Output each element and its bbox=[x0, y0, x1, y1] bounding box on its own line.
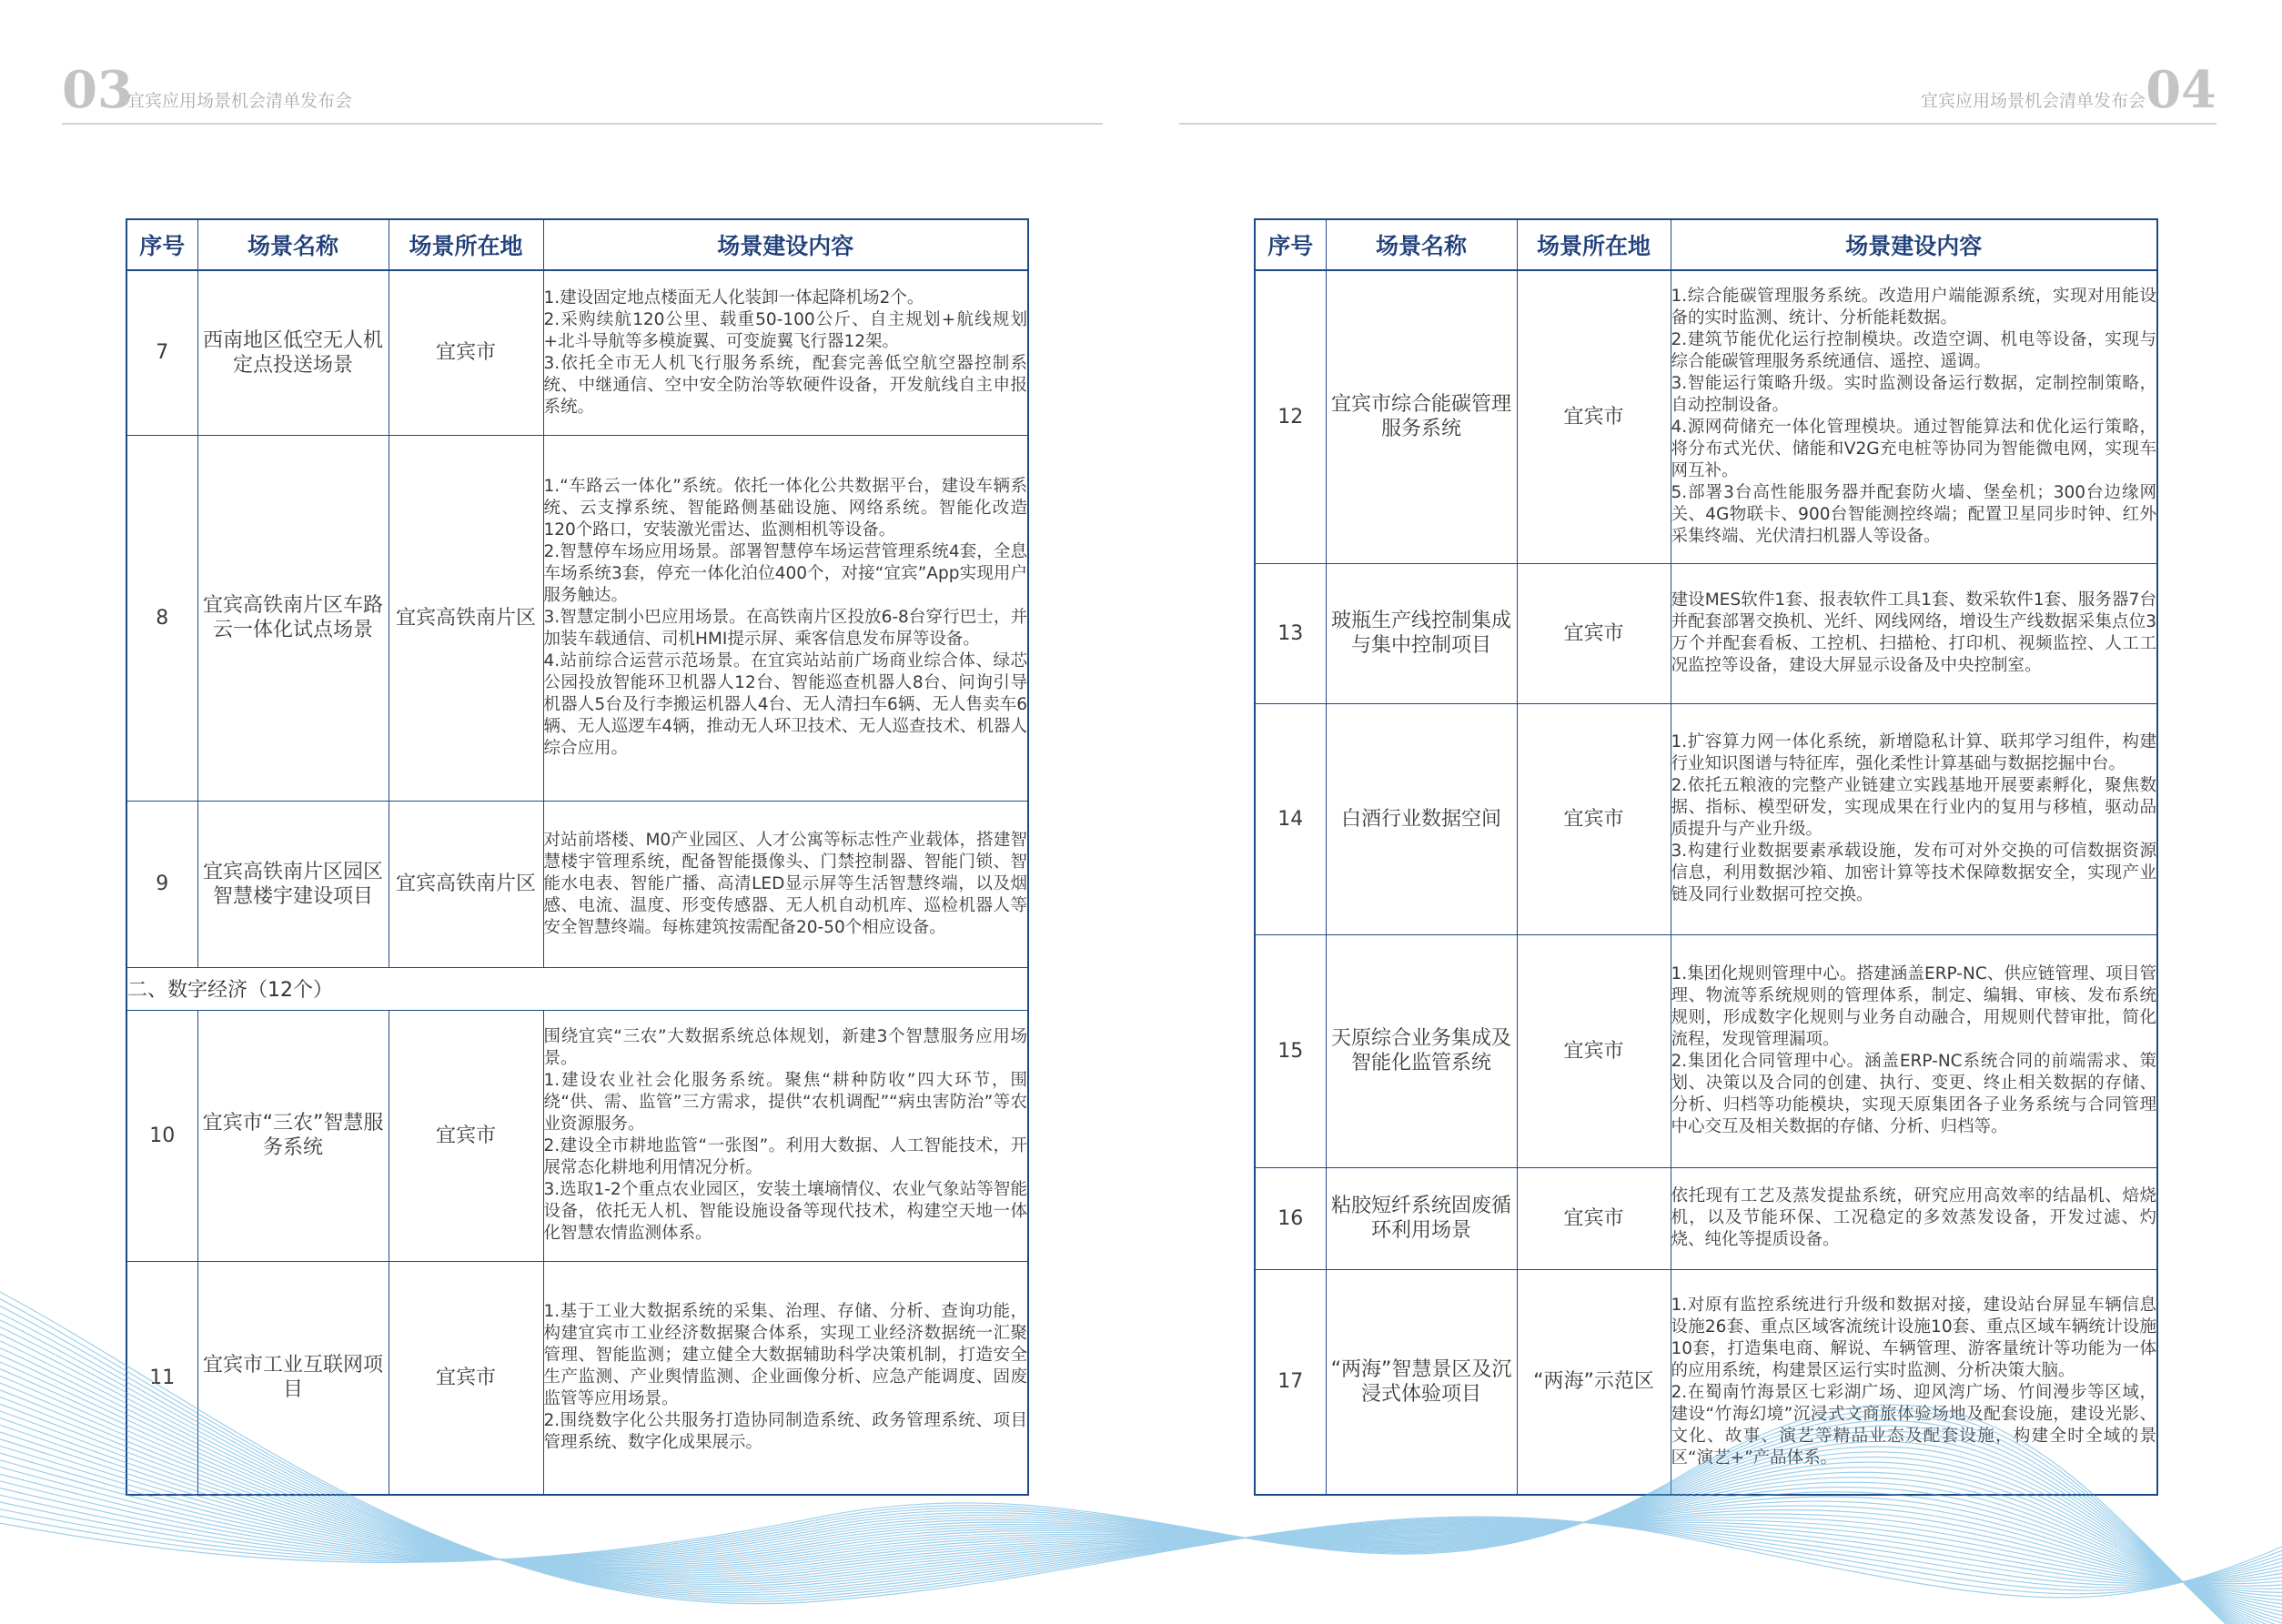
content-line: 建设MES软件1套、报表软件工具1套、数采软件1套、服务器7台并配套部署交换机、光纤、网线网络，增设生产线数据采集点位3万个并配套看板、工控机、扫描枪、打印机、视频监控、人工工况监控等设备，建设大屏显示设备及中央控制室。 bbox=[1671, 590, 2156, 675]
row-number: 14 bbox=[1255, 703, 1326, 934]
page-number: 04 bbox=[2146, 60, 2216, 120]
scenario-name: 粘胶短纤系统固废循环利用场景 bbox=[1326, 1167, 1517, 1269]
page-header-title: 宜宾应用场景机会清单发布会 bbox=[1920, 91, 2146, 111]
scenario-location: 宜宾高铁南片区 bbox=[389, 435, 543, 801]
content-line: 1.扩容算力网一体化系统，新增隐私计算、联邦学习组件，构建行业知识图谱与特征库，强化柔性计算基础与数据挖掘中台。 bbox=[1671, 732, 2156, 773]
table-header-row bbox=[1255, 219, 2157, 270]
table-row bbox=[1255, 703, 2157, 934]
scenario-location: 宜宾市 bbox=[389, 270, 543, 435]
content-line: 2.建筑节能优化运行控制模块。改造空调、机电等设备，实现与综合能碳管理服务系统通信、遥控、遥调。 bbox=[1671, 330, 2156, 372]
row-number: 10 bbox=[126, 1010, 197, 1261]
table-row bbox=[126, 435, 1028, 801]
scenario-location: 宜宾市 bbox=[1517, 1167, 1671, 1269]
content-line: 4.站前综合运营示范场景。在宜宾站站前广场商业综合体、绿芯公园投放智能环卫机器人12台、智能巡查机器人8台、问询引导机器人5台及行李搬运机器人4台、无人清扫车6辆、无人售卖车6辆、无人巡逻车4辆，推动无人环卫技术、无人巡查技术、机器人综合应用。 bbox=[543, 651, 1027, 758]
scenario-location: 宜宾市 bbox=[1517, 934, 1671, 1167]
row-number: 16 bbox=[1255, 1167, 1326, 1269]
content-line: 2.在蜀南竹海景区七彩湖广场、迎风湾广场、竹间漫步等区域，建设“竹海幻境”沉浸式文商旅体验场地及配套设施，建设光影、文化、故事、演艺等精品业态及配套设施，构建全时全域的景区“演艺+”产品体系。 bbox=[1671, 1382, 2156, 1468]
content-line: 2.集团化合同管理中心。涵盖ERP-NC系统合同的前端需求、策划、决策以及合同的创建、执行、变更、终止相关数据的存储、分析、归档等功能模块，实现天原集团各子业务系统与合同管理中心交互及相关数据的存储、分析、归档等。 bbox=[1671, 1052, 2156, 1136]
table-row bbox=[126, 801, 1028, 967]
scenario-location: “两海”示范区 bbox=[1517, 1269, 1671, 1495]
scenario-content bbox=[1671, 703, 2157, 934]
page-header-title: 宜宾应用场景机会清单发布会 bbox=[127, 91, 353, 111]
scenario-content bbox=[1671, 934, 2157, 1167]
page-header-right bbox=[1179, 60, 2216, 124]
content-line: 1.“车路云一体化”系统。依托一体化公共数据平台，建设车辆系统、云支撑系统、智能路侧基础设施、网络系统。智能化改造120个路口，安装激光雷达、监测相机等设备。 bbox=[543, 477, 1027, 540]
right-page bbox=[1141, 0, 2282, 1624]
column-header-name: 场景名称 bbox=[1326, 219, 1517, 270]
section-row bbox=[126, 967, 1028, 1010]
content-line: 2.依托五粮液的完整产业链建立实践基地开展要素孵化，聚焦数据、指标、模型研发，实现成果在行业内的复用与移植，驱动品质提升与产业升级。 bbox=[1671, 776, 2156, 839]
table-row bbox=[1255, 1167, 2157, 1269]
content-line: 2.采购续航120公里、载重50-100公斤、自主规划+航线规划+北斗导航等多模旋翼、可变旋翼飞行器12架。 bbox=[543, 309, 1027, 351]
table-row bbox=[1255, 563, 2157, 703]
scenario-location: 宜宾市 bbox=[1517, 703, 1671, 934]
scenario-content bbox=[1671, 270, 2157, 563]
scenario-content bbox=[1671, 563, 2157, 703]
table-header-row bbox=[126, 219, 1028, 270]
column-header-location: 场景所在地 bbox=[389, 219, 543, 270]
row-number: 9 bbox=[126, 801, 197, 967]
column-header-location: 场景所在地 bbox=[1517, 219, 1671, 270]
scenario-name: “两海”智慧景区及沉浸式体验项目 bbox=[1326, 1269, 1517, 1495]
scenario-name: 宜宾高铁南片区园区智慧楼宇建设项目 bbox=[197, 801, 389, 967]
column-header-content: 场景建设内容 bbox=[1671, 219, 2157, 270]
content-line: 依托现有工艺及蒸发提盐系统，研究应用高效率的结晶机、焙烧机，以及节能环保、工况稳定的多效蒸发设备，开发过滤、灼烧、纯化等提质设备。 bbox=[1671, 1186, 2156, 1249]
header-divider bbox=[62, 123, 1103, 125]
scenario-content bbox=[543, 1261, 1028, 1495]
row-number: 8 bbox=[126, 435, 197, 801]
content-line: 3.智能运行策略升级。实时监测设备运行数据，定制控制策略，自动控制设备。 bbox=[1671, 374, 2156, 416]
scenario-name: 西南地区低空无人机定点投送场景 bbox=[197, 270, 389, 435]
content-line: 3.依托全市无人机飞行服务系统，配套完善低空航空器控制系统、中继通信、空中安全防治等软硬件设备，开发航线自主申报系统。 bbox=[543, 353, 1027, 417]
scenario-location: 宜宾市 bbox=[389, 1261, 543, 1495]
column-header-no: 序号 bbox=[1255, 219, 1326, 270]
content-line: 3.智慧定制小巴应用场景。在高铁南片区投放6-8台穿行巴士，并加装车载通信、司机HMI提示屏、乘客信息发布屏等设备。 bbox=[543, 608, 1027, 649]
content-line: 对站前塔楼、M0产业园区、人才公寓等标志性产业载体，搭建智慧楼宇管理系统，配备智能摄像头、门禁控制器、智能门锁、智能水电表、智能广播、高清LED显示屏等生活智慧终端，以及烟感、电流、温度、形变传感器、无人机自动机库、巡检机器人等安全智慧终端。每栋建筑按需配备20-50个相应设备。 bbox=[543, 830, 1027, 937]
scenario-name: 天原综合业务集成及智能化监管系统 bbox=[1326, 934, 1517, 1167]
content-line: 5.部署3台高性能服务器并配套防火墙、堡垒机；300台边缘网关、4G物联卡、900台智能测控终端；配置卫星同步时钟、红外采集终端、光伏清扫机器人等设备。 bbox=[1671, 483, 2156, 547]
column-header-content: 场景建设内容 bbox=[543, 219, 1028, 270]
scenario-location: 宜宾高铁南片区 bbox=[389, 801, 543, 967]
scenario-name: 白酒行业数据空间 bbox=[1326, 703, 1517, 934]
row-number: 7 bbox=[126, 270, 197, 435]
scenario-location: 宜宾市 bbox=[389, 1010, 543, 1261]
content-line: 1.建设农业社会化服务系统。聚焦“耕种防收”四大环节，围绕“供、需、监管”三方需求，提供“农机调配”“病虫害防治”等农业资源服务。 bbox=[543, 1071, 1027, 1134]
row-number: 11 bbox=[126, 1261, 197, 1495]
row-number: 12 bbox=[1255, 270, 1326, 563]
scenario-name: 宜宾高铁南片区车路云一体化试点场景 bbox=[197, 435, 389, 801]
table-row bbox=[1255, 1269, 2157, 1495]
content-line: 2.围绕数字化公共服务打造协同制造系统、政务管理系统、项目管理系统、数字化成果展示。 bbox=[543, 1411, 1027, 1453]
scenario-content bbox=[543, 270, 1028, 435]
header-divider bbox=[1179, 123, 2216, 125]
content-line: 3.选取1-2个重点农业园区，安装土壤墒情仪、农业气象站等智能设备，依托无人机、智能设施设备等现代技术，构建空天地一体化智慧农情监测体系。 bbox=[543, 1180, 1027, 1243]
page-number: 03 bbox=[62, 60, 133, 120]
scenario-location: 宜宾市 bbox=[1517, 270, 1671, 563]
content-line: 围绕宜宾“三农”大数据系统总体规划，新建3个智慧服务应用场景。 bbox=[543, 1027, 1027, 1068]
section-title: 二、数字经济（12个） bbox=[126, 967, 1028, 1010]
row-number: 17 bbox=[1255, 1269, 1326, 1495]
row-number: 15 bbox=[1255, 934, 1326, 1167]
table-row bbox=[126, 1010, 1028, 1261]
content-line: 3.构建行业数据要素承载设施，发布可对外交换的可信数据资源信息，利用数据沙箱、加密计算等技术保障数据安全，实现产业链及同行业数据可控交换。 bbox=[1671, 842, 2156, 904]
scenario-location: 宜宾市 bbox=[1517, 563, 1671, 703]
scenario-name: 宜宾市综合能碳管理服务系统 bbox=[1326, 270, 1517, 563]
content-line: 1.综合能碳管理服务系统。改造用户端能源系统，实现对用能设备的实时监测、统计、分析能耗数据。 bbox=[1671, 287, 2156, 328]
page-header-left bbox=[62, 60, 1103, 124]
content-line: 1.基于工业大数据系统的采集、治理、存储、分析、查询功能，构建宜宾市工业经济数据聚合体系，实现工业经济数据统一汇聚管理、智能监测；建立健全大数据辅助科学决策机制，打造安全生产监测、产业舆情监测、企业画像分析、应急产能调度、固废监管等应用场景。 bbox=[543, 1302, 1027, 1409]
column-header-no: 序号 bbox=[126, 219, 197, 270]
row-number: 13 bbox=[1255, 563, 1326, 703]
column-header-name: 场景名称 bbox=[197, 219, 389, 270]
table-row bbox=[126, 270, 1028, 435]
content-line: 2.智慧停车场应用场景。部署智慧停车场运营管理系统4套，全息车场系统3套，停充一体化泊位400个，对接“宜宾”App实现用户服务触达。 bbox=[543, 542, 1027, 605]
content-line: 1.对原有监控系统进行升级和数据对接，建设站台屏显车辆信息设施26套、重点区域客流统计设施10套、重点区域车辆统计设施10套，打造集电商、解说、车辆管理、游客量统计等功能为一体的应用系统，构建景区运行实时监测、分析决策大脑。 bbox=[1671, 1295, 2156, 1380]
scenario-content bbox=[543, 801, 1028, 967]
scenario-table-right bbox=[1254, 218, 2158, 1496]
scenario-table-left bbox=[126, 218, 1029, 1496]
scenario-content bbox=[543, 1010, 1028, 1261]
scenario-name: 宜宾市“三农”智慧服务系统 bbox=[197, 1010, 389, 1261]
content-line: 1.建设固定地点楼面无人化装卸一体起降机场2个。 bbox=[543, 287, 924, 308]
content-line: 4.源网荷储充一体化管理模块。通过智能算法和优化运行策略，将分布式光伏、储能和V2G充电桩等协同为智能微电网，实现车网互补。 bbox=[1671, 418, 2156, 481]
table-row bbox=[1255, 270, 2157, 563]
table-row bbox=[126, 1261, 1028, 1495]
scenario-content bbox=[543, 435, 1028, 801]
table-row bbox=[1255, 934, 2157, 1167]
scenario-content bbox=[1671, 1167, 2157, 1269]
content-line: 1.集团化规则管理中心。搭建涵盖ERP-NC、供应链管理、项目管理、物流等系统规则的管理体系，制定、编辑、审核、发布系统规则，形成数字化规则与业务自动融合，用规则代替审批，简化流程，发现管理漏项。 bbox=[1671, 964, 2156, 1049]
content-line: 2.建设全市耕地监管“一张图”。利用大数据、人工智能技术，开展常态化耕地利用情况分析。 bbox=[543, 1136, 1027, 1177]
scenario-content bbox=[1671, 1269, 2157, 1495]
scenario-name: 宜宾市工业互联网项目 bbox=[197, 1261, 389, 1495]
scenario-name: 玻瓶生产线控制集成与集中控制项目 bbox=[1326, 563, 1517, 703]
